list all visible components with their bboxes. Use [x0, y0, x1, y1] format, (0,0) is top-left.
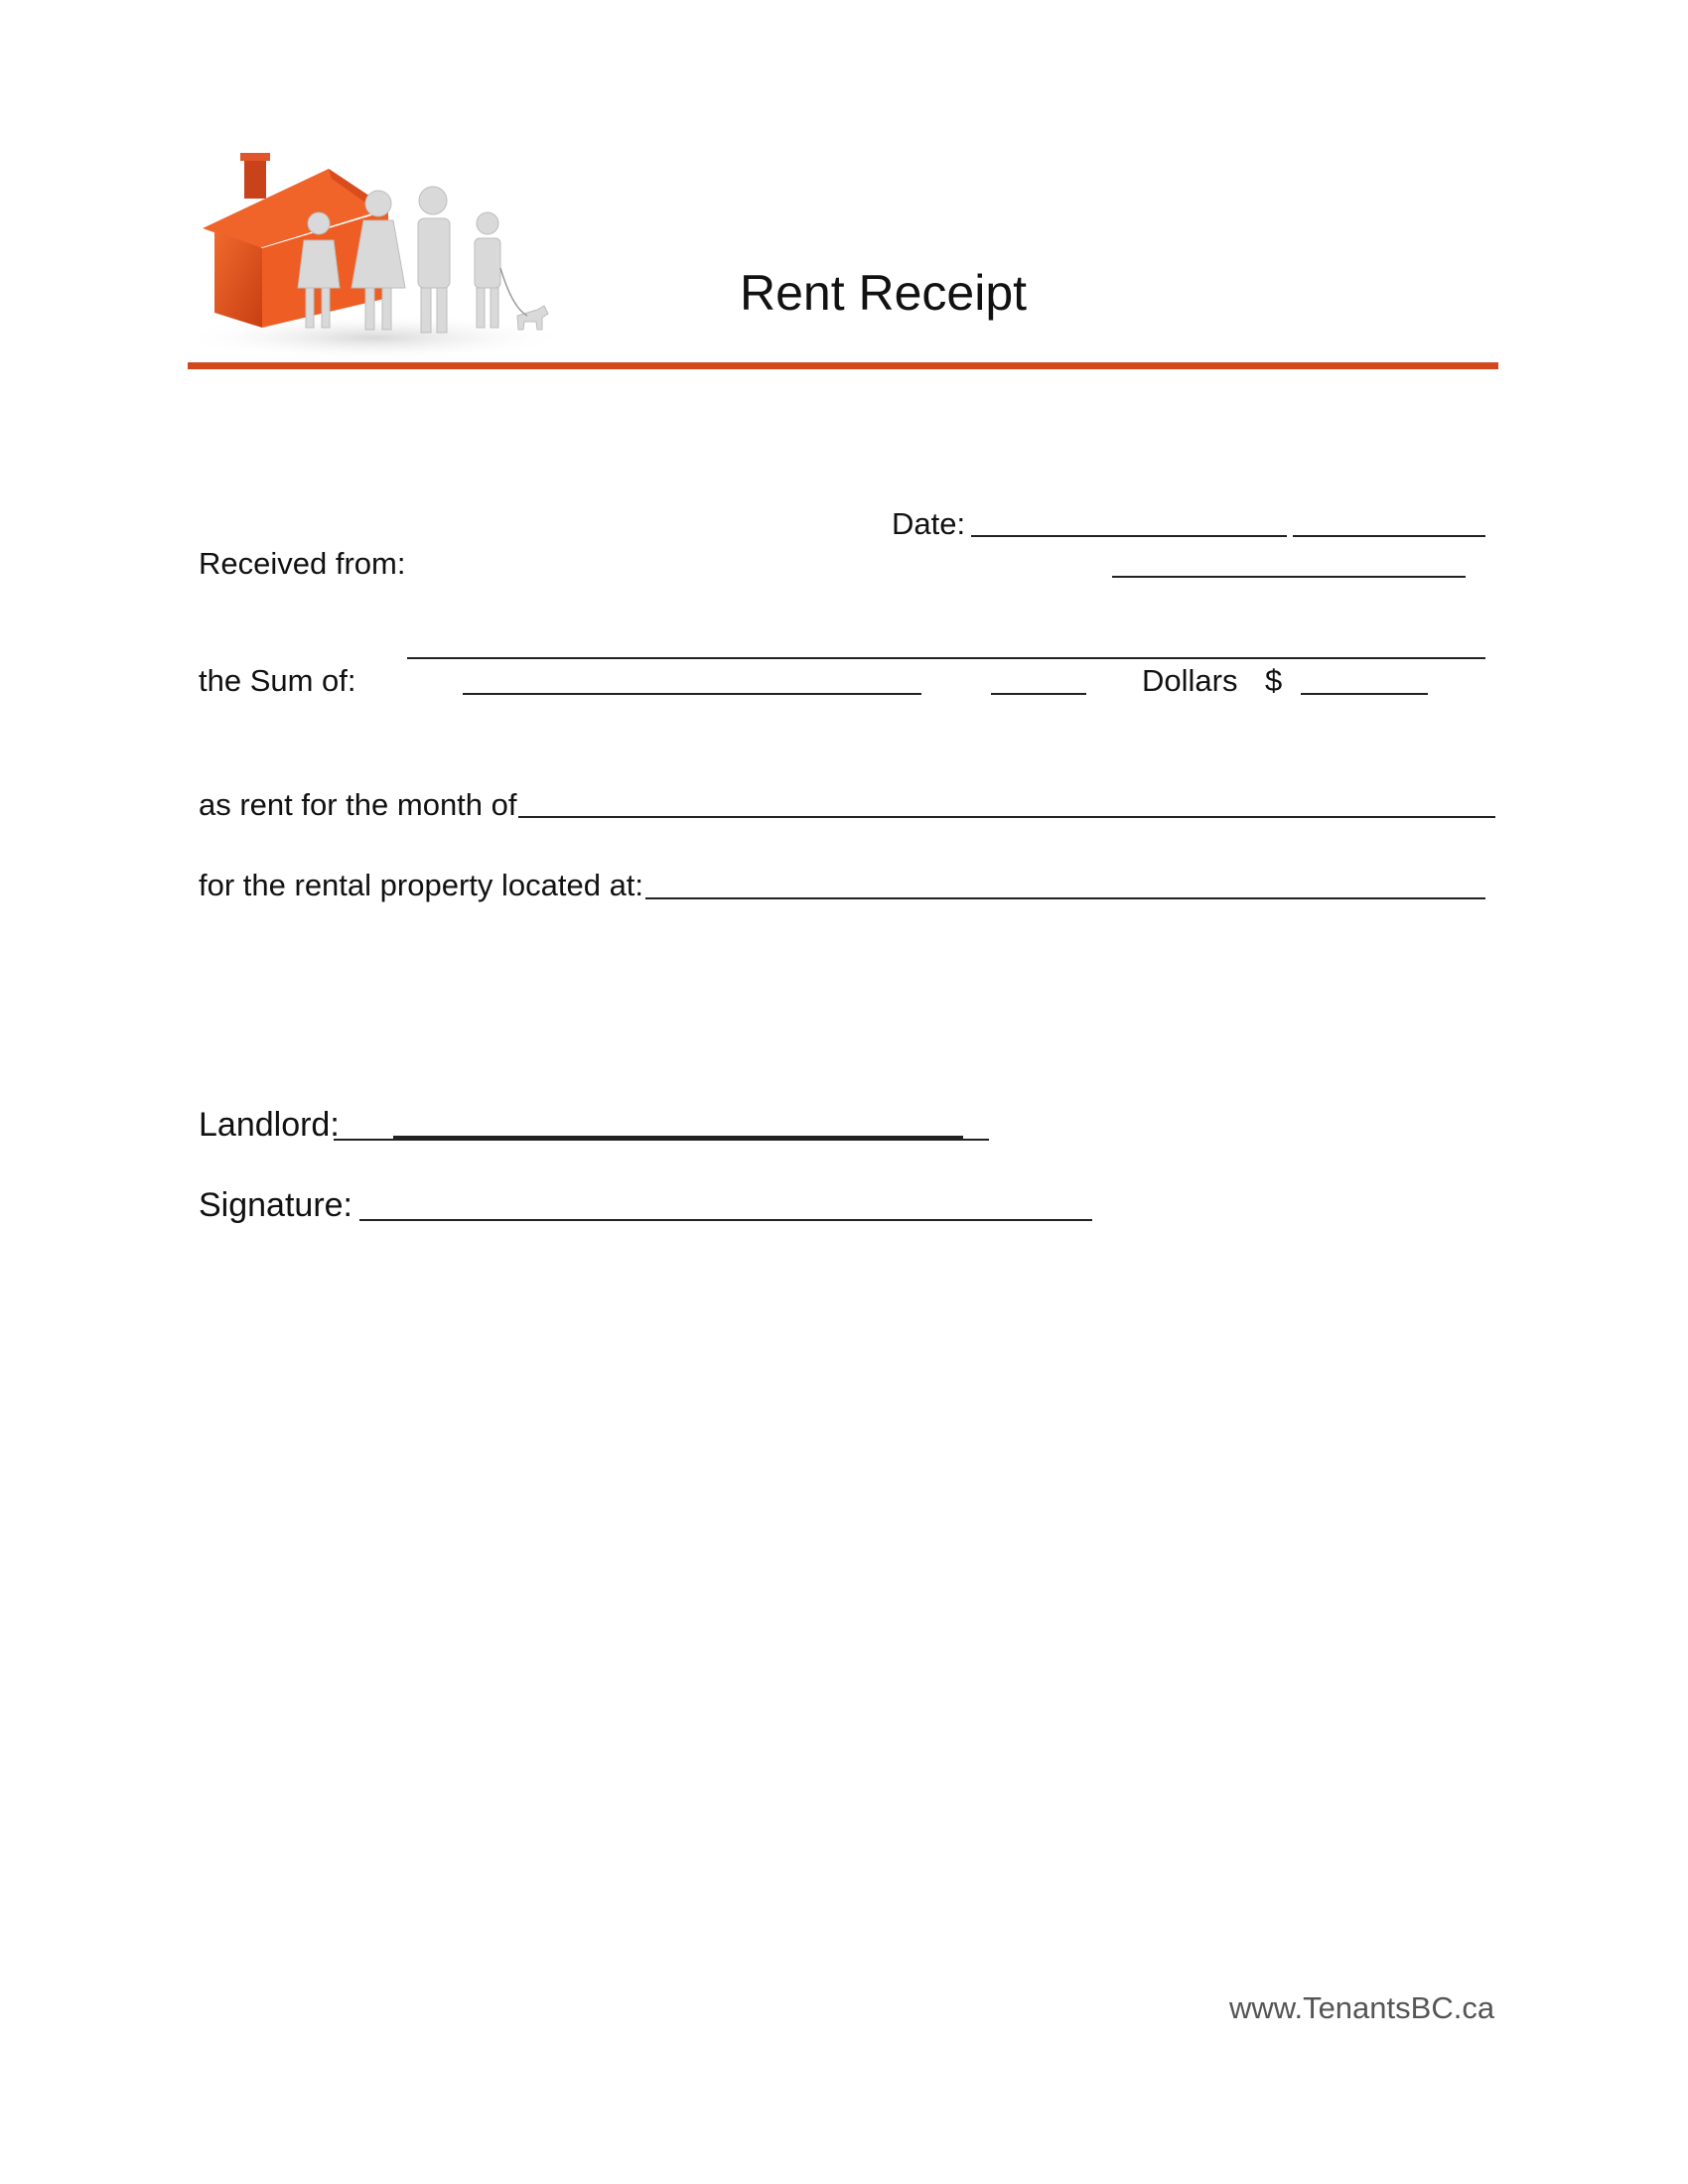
- received-from-field[interactable]: [1112, 546, 1466, 576]
- sum-label: the Sum of:: [199, 663, 356, 698]
- footer-url[interactable]: www.TenantsBC.ca: [1229, 1990, 1495, 2025]
- landlord-field[interactable]: [334, 1106, 989, 1136]
- received-from-line: [1112, 576, 1466, 578]
- amount-line: [1301, 693, 1428, 695]
- house-family-icon: [185, 149, 572, 359]
- property-label: for the rental property located at:: [199, 868, 644, 902]
- dollar-sign: $: [1265, 663, 1283, 698]
- amount-field[interactable]: [1301, 663, 1428, 693]
- month-line: [518, 816, 1495, 818]
- header-divider: [188, 362, 1498, 369]
- signature-line: [359, 1219, 1092, 1221]
- sum-words-line: [463, 693, 921, 695]
- signature-label: Signature:: [199, 1186, 352, 1224]
- property-line: [645, 897, 1485, 899]
- property-field[interactable]: [645, 868, 1485, 897]
- sum-upper-line: [407, 657, 1485, 659]
- sum-cents-field[interactable]: [991, 663, 1086, 693]
- page-title: Rent Receipt: [740, 265, 1028, 321]
- date-field[interactable]: [971, 506, 1485, 536]
- landlord-label: Landlord:: [199, 1106, 340, 1144]
- sum-cents-line: [991, 693, 1086, 695]
- received-from-label: Received from:: [199, 546, 406, 581]
- landlord-line-bold: [393, 1136, 963, 1140]
- month-field[interactable]: [518, 786, 1495, 816]
- sum-words-field[interactable]: [463, 663, 921, 693]
- date-label: Date:: [892, 506, 966, 541]
- dollars-label: Dollars: [1142, 663, 1238, 698]
- month-label: as rent for the month of: [199, 787, 517, 822]
- signature-field[interactable]: [359, 1187, 1092, 1217]
